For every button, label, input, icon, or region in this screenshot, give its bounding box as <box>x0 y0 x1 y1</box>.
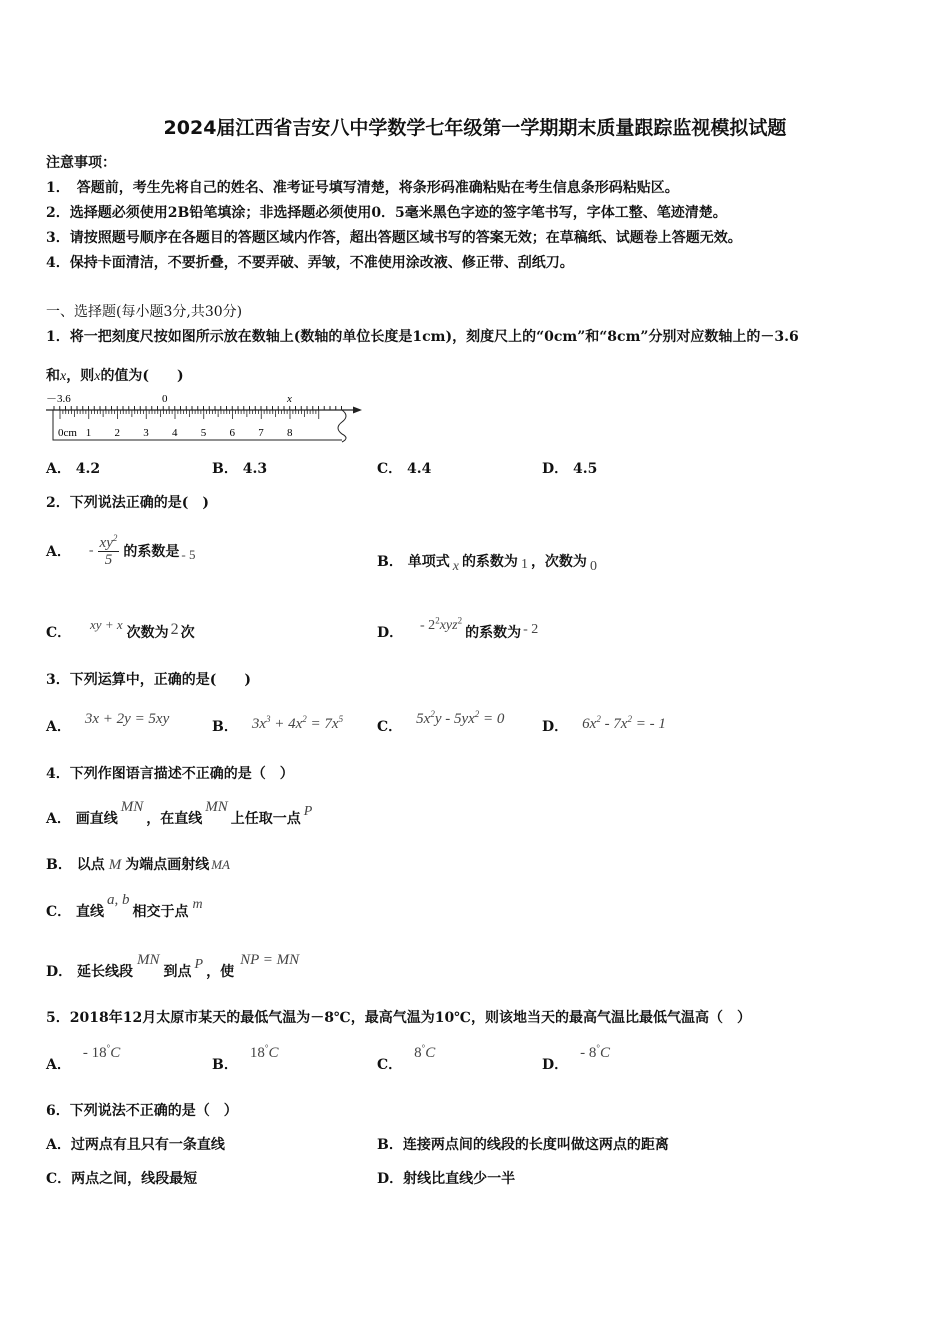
notice-item-3: 3．请按照题号顺序在各题目的答题区域内作答，超出答题区域书写的答案无效；在草稿纸、试题卷上答题无效。 <box>46 230 742 246</box>
q4-option-a[interactable]: A． 画直线MN，在直线MN上任取一点 P <box>46 799 313 827</box>
q3-stem: 3．下列运算中，正确的是( ) <box>46 672 251 688</box>
q4-option-b[interactable]: B． 以点 M 为端点画射线 MA <box>46 857 230 873</box>
number-line-ruler-figure <box>44 388 366 446</box>
q2-option-b[interactable]: B． 单项式 x 的系数为 1 ，次数为 0 <box>377 554 597 574</box>
q4-option-d[interactable]: D． 延长线段MN到点 P ，使NP = MN <box>46 952 300 980</box>
q3-option-c[interactable]: C． $5x^2y - 5yx^2 = 0$ <box>377 709 505 735</box>
q3-option-a[interactable]: A． 3x + 2y = 5xy <box>46 711 170 735</box>
section-heading: 一、选择题(每小题3分,共30分) <box>46 304 243 320</box>
q5-option-a[interactable]: A．- 18°C <box>46 1043 121 1073</box>
notice-item-2: 2．选择题必须使用2B铅笔填涂；非选择题必须使用0．5毫米黑色字迹的签字笔书写，字体工整、笔迹清楚。 <box>46 205 727 221</box>
q1-option-d[interactable]: D． 4.5 <box>542 461 598 477</box>
q3-option-d[interactable]: D． $6x^2 - 7x^2$ = - 1 <box>542 714 666 735</box>
notice-item-4: 4．保持卡面清洁，不要折叠，不要弄破、弄皱，不准使用涂改液、修正带、刮纸刀。 <box>46 255 574 271</box>
ruler-label: 4 <box>172 427 178 439</box>
page-title: 2024届江西省吉安八中学数学七年级第一学期期末质量跟踪监视模拟试题 <box>163 117 787 139</box>
q1-stem-line1: 1．将一把刻度尺按如图所示放在数轴上(数轴的单位长度是1cm)，刻度尺上的“0cm”和“8cm”分别对应数轴上的－3.6 <box>46 329 799 345</box>
q1-option-b[interactable]: B． 4.3 <box>212 461 268 477</box>
q1-option-a[interactable]: A． 4.2 <box>46 461 101 477</box>
q6-option-b[interactable]: B．连接两点间的线段的长度叫做这两点的距离 <box>377 1137 669 1153</box>
q5-option-d[interactable]: D．- 8°C <box>542 1043 611 1073</box>
ruler-label: 5 <box>200 427 207 439</box>
q2-option-d[interactable]: D． - $2^2xyz^2$的系数为 - 2 <box>377 615 539 641</box>
ruler-label: 1 <box>85 427 92 439</box>
q1-option-c[interactable]: C． 4.4 <box>377 461 432 477</box>
q2-option-a[interactable]: A． - $\frac{xy^2}{5}$ 的系数是 - 5 <box>46 532 196 568</box>
q5-option-b[interactable]: B．18°C <box>212 1043 279 1073</box>
q1-stem-line2: 和x，则x的值为( ) <box>46 368 184 384</box>
axis-label-zero: 0 <box>162 393 168 405</box>
q5-stem: 5．2018年12月太原市某天的最低气温为－8℃，最高气温为10℃，则该地当天的最高气温比最低气温高（ ） <box>46 1010 751 1026</box>
axis-label-x: x <box>287 393 292 405</box>
q4-option-c[interactable]: C． 直线a, b相交于点 m <box>46 892 203 920</box>
q5-option-c[interactable]: C．8°C <box>377 1043 436 1073</box>
q3-option-b[interactable]: B． $3x^3 + 4x^2 = 7x^5$ <box>212 714 344 735</box>
q2-option-c[interactable]: C． xy + x次数为 2 次 <box>46 617 195 641</box>
q6-option-c[interactable]: C．两点之间，线段最短 <box>46 1171 198 1187</box>
q6-stem: 6．下列说法不正确的是（ ） <box>46 1103 238 1119</box>
ruler-break-icon <box>338 410 346 442</box>
ruler-label: 2 <box>114 427 120 439</box>
ruler-label: 7 <box>258 427 264 439</box>
ruler-label: 0cm <box>58 427 77 439</box>
q6-option-d[interactable]: D．射线比直线少一半 <box>377 1171 516 1187</box>
ruler-label: 3 <box>143 427 149 439</box>
ruler-label: 6 <box>229 427 235 439</box>
axis-label-start: －3.6 <box>46 393 71 405</box>
ruler-outline <box>53 410 342 440</box>
q4-stem: 4．下列作图语言描述不正确的是（ ） <box>46 766 294 782</box>
arrow-head-icon <box>353 407 362 414</box>
ruler-label: 8 <box>287 427 293 439</box>
q2-stem: 2．下列说法正确的是( ) <box>46 495 209 511</box>
notice-item-1: 1． 答题前，考生先将自己的姓名、准考证号填写清楚，将条形码准确粘贴在考生信息条形码粘贴区。 <box>46 180 679 196</box>
q6-option-a[interactable]: A．过两点有且只有一条直线 <box>46 1137 225 1153</box>
notice-heading: 注意事项： <box>46 155 116 171</box>
